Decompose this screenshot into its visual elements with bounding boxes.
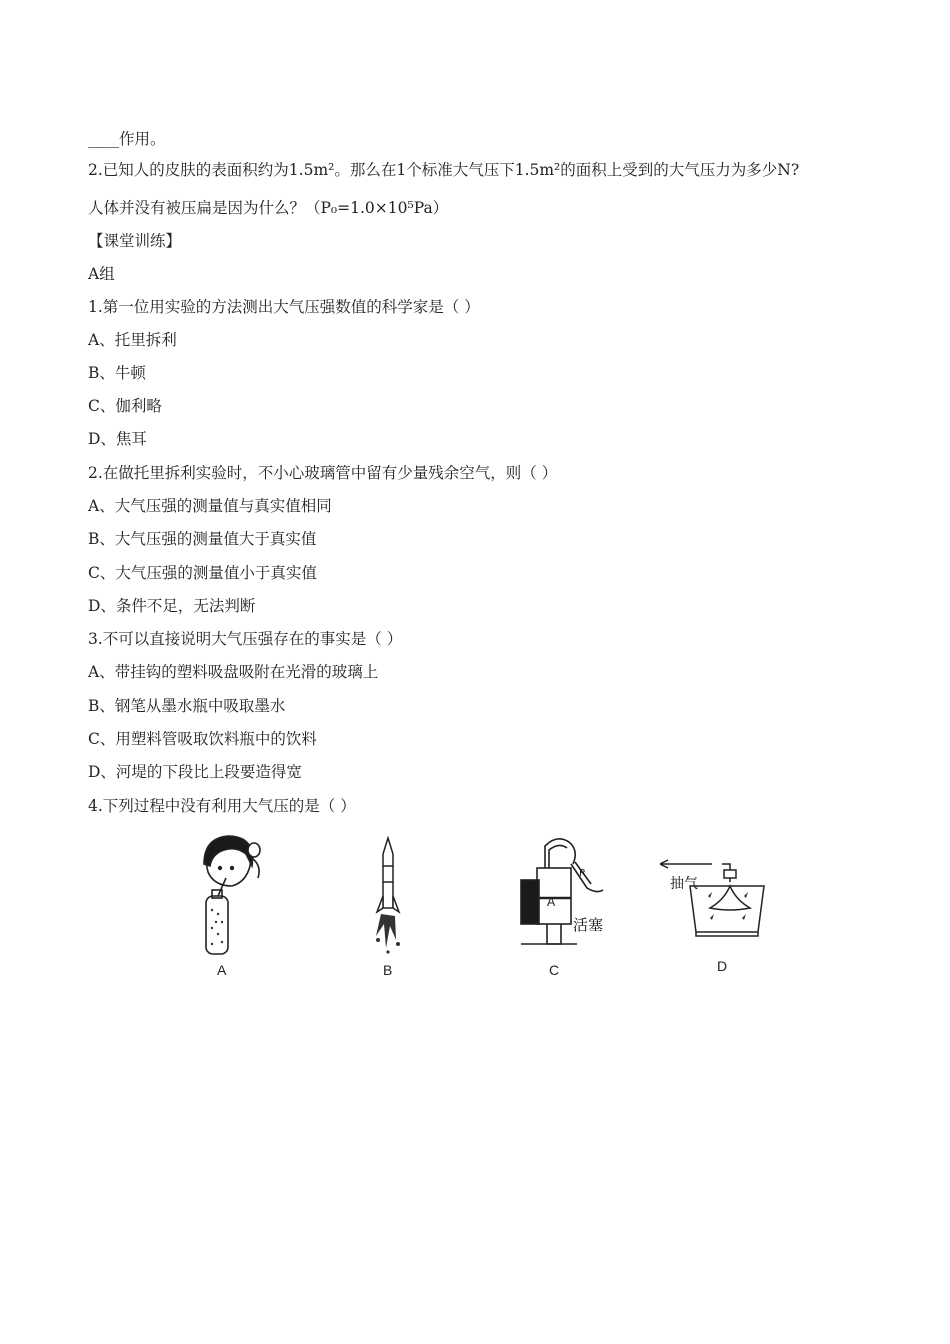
figure-label-c: C <box>549 962 560 978</box>
question-3-option-a: A、带挂钩的塑料吸盘吸附在光滑的玻璃上 <box>88 663 379 681</box>
section-heading: 【课堂训练】 <box>88 232 182 250</box>
question-2-option-c: C、大气压强的测量值小于真实值 <box>88 564 317 582</box>
question-2-option-a: A、大气压强的测量值与真实值相同 <box>88 497 332 515</box>
pump-p-label: P <box>579 868 586 879</box>
suction-label: 抽气 <box>670 876 698 892</box>
piston-pump-figure <box>517 836 609 956</box>
question-4: 4.下列过程中没有利用大气压的是（ ） <box>88 797 356 815</box>
question-1-option-b: B、牛顿 <box>88 364 146 382</box>
question-2-option-b: B、大气压强的测量值大于真实值 <box>88 530 317 548</box>
question-3-option-d: D、河堤的下段比上段要造得宽 <box>88 763 302 781</box>
figure-label-b: B <box>383 962 393 978</box>
figure-label-d: D <box>717 958 728 974</box>
question-3: 3.不可以直接说明大气压强存在的事实是（ ） <box>88 630 403 648</box>
question-1-option-a: A、托里拆利 <box>88 331 177 349</box>
question-2: 2.在做托里拆利实验时，不小心玻璃管中留有少量残余空气，则（ ） <box>88 464 558 482</box>
girl-drinking-figure <box>188 832 268 958</box>
figure-label-a: A <box>217 962 227 978</box>
suction-cup-figure <box>660 856 770 940</box>
piston-label: 活塞 <box>573 916 604 934</box>
question-1: 1.第一位用实验的方法测出大气压强数值的科学家是（ ） <box>88 298 480 316</box>
question-1-option-d: D、焦耳 <box>88 430 147 448</box>
question-3-option-c: C、用塑料管吸取饮料瓶中的饮料 <box>88 730 317 748</box>
question-2-option-d: D、条件不足，无法判断 <box>88 597 256 615</box>
answer-blank-line: ____作用。 <box>88 130 166 148</box>
rocket-figure <box>368 836 408 958</box>
question-1-option-c: C、伽利略 <box>88 397 162 415</box>
pump-valve-label: A <box>547 895 556 909</box>
question-2-text-continued: 人体并没有被压扁是因为什么？（P₀=1.0×10⁵Pa） <box>88 199 449 217</box>
group-label: A组 <box>88 265 115 283</box>
question-3-option-b: B、钢笔从墨水瓶中吸取墨水 <box>88 697 286 715</box>
question-2-text: 2.已知人的皮肤的表面积约为1.5m²。那么在1个标准大气压下1.5m²的面积上受到的大气压力为多少N? <box>88 161 800 179</box>
